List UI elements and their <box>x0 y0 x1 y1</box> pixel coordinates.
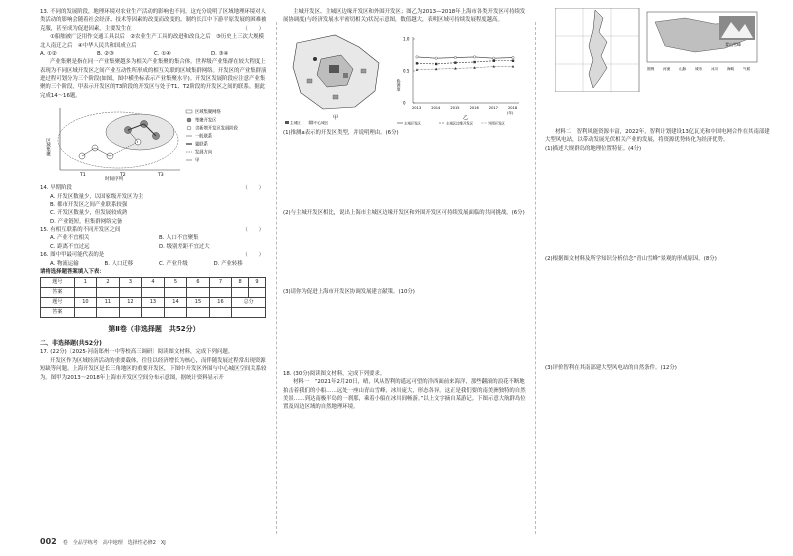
answer-space[interactable] <box>545 264 773 364</box>
answer-table-title: 请将选择题答案填入下表： <box>40 268 105 275</box>
data-point <box>493 57 495 59</box>
question-18-head: 18. (30分)阅读图文材料，完成下列要求。 <box>283 370 386 377</box>
answer-cell[interactable] <box>119 288 142 298</box>
legend-item: 集聚开发区 <box>195 118 217 124</box>
data-point <box>473 55 475 57</box>
table-row <box>41 288 266 298</box>
answer-cell[interactable] <box>249 288 266 298</box>
option-c[interactable]: C. ①④ <box>154 50 171 57</box>
data-point <box>416 62 418 64</box>
page-footer <box>40 536 166 548</box>
question-17-text: 开发区作为区域经济活动的重要载体，往往以经济增长为核心，而伴随发展过程常出现资源短缺等问题。上海开发区是长三角地区的重要开发区，下图中开发区外围与中心城区空间关系较为。图甲为2013～2018年上海市开发区空间分布示意图，据统计资料显示开 <box>40 357 267 381</box>
photo-caption: 青山雪峰 <box>725 42 741 47</box>
data-point <box>435 57 437 59</box>
table-cell: 15 <box>187 298 210 308</box>
diagram-legend <box>186 108 239 164</box>
table-cell: 9 <box>249 278 266 288</box>
option-b[interactable]: B. 人口迁移 <box>104 260 134 267</box>
y-tick-label: 1.0 <box>403 36 410 42</box>
answer-cell[interactable] <box>209 308 232 318</box>
x-tick-label: 2018 <box>508 105 518 110</box>
answer-parens: （ ） <box>242 25 264 32</box>
table-cell: 14 <box>164 298 187 308</box>
option-a[interactable]: A. 开发区数量少，以国家级开发区为主 <box>50 193 144 200</box>
page-number: 002 <box>40 536 57 546</box>
coordination-line-chart <box>395 29 523 127</box>
y-axis-label: 协调度 <box>396 78 402 91</box>
link-line <box>82 148 95 156</box>
table-cell: 13 <box>142 298 165 308</box>
answer-parens: （ ） <box>242 227 264 233</box>
data-point <box>512 59 514 61</box>
table-cell: 4 <box>142 278 165 288</box>
table-cell: 2 <box>97 278 120 288</box>
x-tick-label: 2014 <box>431 105 441 110</box>
answer-space[interactable] <box>283 218 528 288</box>
answer-cell[interactable] <box>232 308 266 318</box>
outer-dev-zone <box>307 79 312 83</box>
legend-item: 强联系 <box>195 142 208 148</box>
data-point <box>435 63 437 65</box>
outer-dev-zone <box>333 95 338 99</box>
answer-cell[interactable] <box>164 288 187 298</box>
left-column <box>40 0 268 556</box>
legend-item: 图例 <box>647 67 655 71</box>
option-d[interactable]: D. 级别差距不宜过大 <box>159 243 210 250</box>
question-18-2: (2)根据图文材料及所学知识分析信念“青山雪峰”景观的形成原因。(8分) <box>545 256 717 263</box>
option-c[interactable]: C. 开发区数量少，但发展较成熟 <box>50 210 128 217</box>
data-point <box>454 61 456 63</box>
data-point <box>473 66 476 68</box>
answer-space[interactable] <box>283 296 528 370</box>
answer-cell[interactable] <box>97 308 120 318</box>
column-divider <box>276 22 277 534</box>
question-18-1: (1)描述大规群岛的地理位置特征。(4分) <box>545 145 642 152</box>
legend-item: 甲 <box>195 158 200 164</box>
right-column <box>545 0 773 556</box>
option-d[interactable]: D. 产业链短，但集群网络完备 <box>50 218 123 225</box>
x-tick-label: 2013 <box>412 105 422 110</box>
table-cell: 题号 <box>41 298 75 308</box>
question-17-continued: 主城开发区、主城区边缘开发区和外围开发区；图乙为2013—2018年上海市各类开发区可持续发展协调度(与经济发展水平密切相关)状况示意图，数值越大，表明区域可持续发展程度越高。 <box>283 9 526 24</box>
table-cell: 答案 <box>41 288 75 298</box>
x-tick-label: 2017 <box>488 105 498 110</box>
series-line <box>417 66 513 69</box>
question-18-3: (3)评价智利在其南部建大型风电站的自然条件。(12分) <box>545 364 677 371</box>
answer-cell[interactable] <box>187 288 210 298</box>
legend-item: 海峡 <box>727 67 735 71</box>
question-13: 13. 不同的发展阶段，地理环境对农业生产活动的影响也不同。这充分说明了区域地理环境对人类活动的影响会随着社会经济、技术等因素的改变而改变的。制约长江中下游平原发展的困难被克服，甚至成为促进因素，主要发生在 （ ） <box>40 9 267 32</box>
map-legend <box>285 120 329 125</box>
question-13-items: ①船舶被广泛用作交通工具以后 ②农业生产工具的改进和改良之后 ③历史上三次大规模北人南迁之后 ④中华人民共和国成立后 <box>40 34 264 49</box>
data-point <box>493 59 495 61</box>
series-line <box>417 57 513 58</box>
option-d[interactable]: D. ③④ <box>211 50 229 57</box>
data-point <box>473 61 475 63</box>
main-dev-zone <box>329 65 339 73</box>
outer-dev-zone <box>361 69 366 73</box>
y-tick-label: 0.5 <box>403 68 410 74</box>
legend-item: 城市 <box>695 67 703 71</box>
column-divider <box>535 22 536 534</box>
x-tick-label: 2016 <box>469 105 479 110</box>
legend-label: 主城开发区 <box>404 121 421 126</box>
legend-item: 含新增开发区发展阶段 <box>195 126 238 132</box>
legend-item: 一般联系 <box>195 134 213 140</box>
table-row <box>41 298 266 308</box>
answer-space[interactable] <box>283 137 528 209</box>
option-a[interactable]: A. 产业不宜相关 <box>50 235 90 242</box>
answer-space[interactable] <box>545 153 773 255</box>
question-17-head: 17. (22分)〔2025·河南郑州一中等校高三调研〕阅读图文材料，完成下列问题。 <box>40 349 234 356</box>
question-15: 15. 有相互联系的不同开发区之间 （ ） <box>40 227 264 233</box>
answer-cell[interactable] <box>74 288 97 298</box>
answer-cell[interactable] <box>97 288 120 298</box>
answer-parens: （ ） <box>242 185 264 192</box>
series-line <box>417 61 513 64</box>
data-point <box>416 55 418 57</box>
shanghai-map <box>283 29 395 127</box>
legend-item: 区域集聚网络 <box>195 110 221 116</box>
option-b[interactable]: B. ②③ <box>97 50 114 57</box>
y-axis-label: 区域集聚 <box>45 138 51 157</box>
map-caption: 甲 <box>333 114 339 121</box>
answer-cell[interactable] <box>232 288 249 298</box>
chile-region-map <box>555 8 783 92</box>
y-tick-label: 0 <box>403 100 406 106</box>
answer-parens: （ ） <box>242 252 264 259</box>
material-text: 产业集聚是指在同一产业集聚越多为相关产业集聚的集合体。世界级产业集群在较大程度上表现为不同区域开发区之间产业互动性所形成的相互关联的区域集群网络。开发区的产业集群演进过程可划分为三个阶段(如图，图中横坐标表示产业集聚水平)。开发区发展阶段应注意产业集聚的三个阶段，甲表示开发区的T3阶段的开发区与处于T1、T2阶段的开发区之间的联系。据此完成14～16题。 <box>40 59 267 99</box>
tick-t2: T2 <box>120 173 126 179</box>
section-heading: 第Ⅱ卷（非选择题 共52分） <box>108 325 200 334</box>
table-cell: 题号 <box>41 278 75 288</box>
marker-a <box>313 57 317 61</box>
option-c[interactable]: C. 距离不宜过远 <box>50 243 90 250</box>
question-13-options <box>40 50 268 58</box>
table-cell: 10 <box>74 298 97 308</box>
table-cell: 总分 <box>232 298 266 308</box>
table-cell: 8 <box>232 278 249 288</box>
question-16: 16. 图中甲最可能代表的是 （ ） <box>40 252 264 259</box>
edge-dev-zone <box>343 73 348 78</box>
legend-item: 主城区 <box>290 120 301 125</box>
data-point <box>454 56 456 58</box>
legend-item: 气候 <box>743 67 751 71</box>
table-cell: 16 <box>209 298 232 308</box>
x-tick-label: 2015 <box>450 105 460 110</box>
option-a[interactable]: A. 物流运输 <box>50 260 79 267</box>
legend-label: 外围开发区 <box>488 121 505 126</box>
legend-item: 中心城区 <box>314 120 329 125</box>
link-line <box>95 148 110 156</box>
legend-item: 冰川 <box>711 67 719 71</box>
part-heading: 二、非选择题(共52分) <box>40 340 102 348</box>
middle-column <box>283 0 528 556</box>
legend-item: 山脉 <box>679 67 687 71</box>
answer-cell[interactable] <box>209 288 232 298</box>
legend-label: 主城区边缘开发区 <box>446 121 474 126</box>
chart-caption: 乙 <box>463 114 469 121</box>
option-a[interactable]: A. ①② <box>40 50 57 57</box>
answer-cell[interactable] <box>142 288 165 298</box>
question-16-options <box>40 260 268 268</box>
footer-text: 卷 全品学练考 高中地理 选择性必修2 XJ <box>62 539 166 546</box>
option-b[interactable]: B. 人口不宜聚集 <box>159 235 199 242</box>
tick-t3: T3 <box>158 173 164 179</box>
question-15-options-row2 <box>40 243 268 251</box>
question-17-3: (3)请你为促进上海市开发区协调发展建言献策。(10分) <box>283 288 415 295</box>
question-17-1: (1)推测a表示的开发区类型，并说明理由。(6分) <box>283 129 399 136</box>
table-row <box>41 308 266 318</box>
question-18-text: 材料一 “2021年2月20日，晴，风从智利的遥远可望的洋西面前来海洋，那些翻滚的浪花不断地拍击着我们的小船……远处一座山青山雪峰，冰川庞大，形态各异。这正是我们要的南美洲独特的自然美景……到达南极半岛的一刹那，乘着小船在冰川间畅游。”以上文字摘自某游记。下图示意大航群岛位置及周边区域的自然地理环境。 <box>283 379 526 411</box>
answer-cell[interactable] <box>187 308 210 318</box>
legend-item: 发展方向 <box>195 150 213 156</box>
table-cell: 5 <box>164 278 187 288</box>
question-15-options-row1 <box>40 234 268 242</box>
answer-cell[interactable] <box>142 308 165 318</box>
legend-item: 河流 <box>663 67 671 71</box>
table-cell: 答案 <box>41 308 75 318</box>
answer-cell[interactable] <box>164 308 187 318</box>
tick-t1: T1 <box>80 173 86 179</box>
option-b[interactable]: B. 都市开发区之间产业联系较强 <box>50 201 128 208</box>
option-c[interactable]: C. 产业升级 <box>159 260 188 267</box>
cluster-ellipse-inner <box>106 114 174 150</box>
table-cell: 1 <box>74 278 97 288</box>
table-row <box>41 278 266 288</box>
x-axis-label: 时间序列 <box>105 177 123 183</box>
answer-cell[interactable] <box>74 308 97 318</box>
answer-cell[interactable] <box>119 308 142 318</box>
x-axis-unit: (年) <box>507 110 514 115</box>
table-cell: 3 <box>119 278 142 288</box>
data-point <box>416 68 419 70</box>
table-cell: 7 <box>209 278 232 288</box>
figure-row <box>283 29 528 127</box>
table-cell: 12 <box>119 298 142 308</box>
data-point <box>512 65 515 67</box>
cluster-diagram <box>40 102 268 182</box>
table-cell: 6 <box>187 278 210 288</box>
table-cell: 11 <box>97 298 120 308</box>
question-17-2: (2)与主城开发区相比，说出上海市主城区边缘开发区和外围开发区可持续发展面临的共同挑战。(6分) <box>283 210 525 217</box>
data-point <box>512 56 514 58</box>
map-legend <box>647 66 751 71</box>
question-14: 14. 早期阶段 （ ） <box>40 185 264 192</box>
answer-table <box>40 277 266 318</box>
material-2: 材料二 智利风能资源丰富，2022年，智利计划建设13亿瓦光和中国电网合作在其南部建大型风电站，以带动发展光伏相关产业的发展，将资源优势转化为经济优势。 <box>545 129 770 144</box>
option-d[interactable]: D. 产业转移 <box>213 260 243 267</box>
